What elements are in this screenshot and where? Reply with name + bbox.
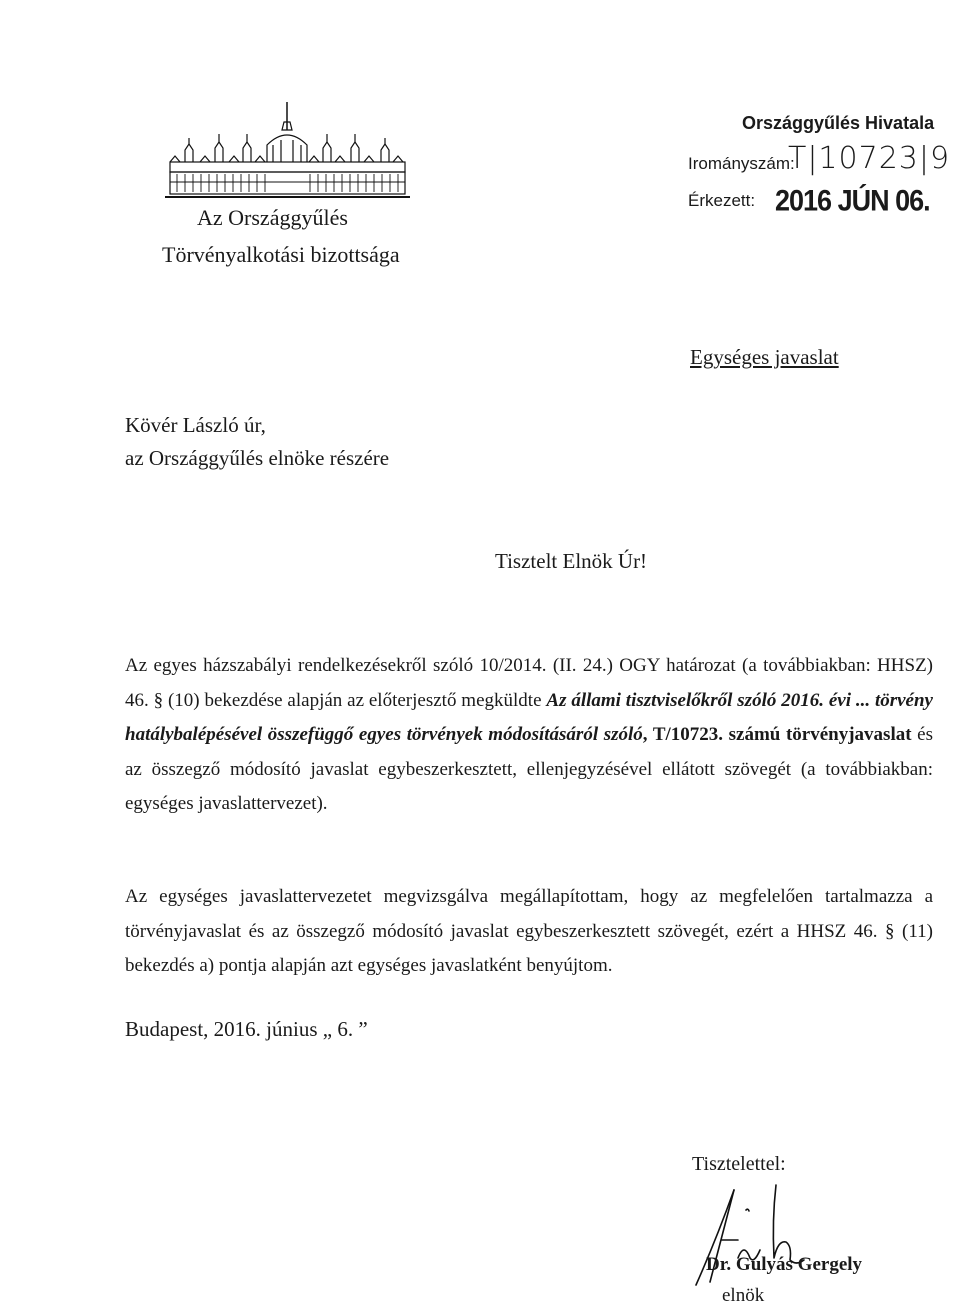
body-paragraph-2: Az egységes javaslattervezetet megvizsgálva megállapítottam, hogy az megfelelően tartalmazza a törvényjavaslat és az összegző módosító javaslat egybeszerkesztett szövegét, ezért a HHSZ 46. § (11) bekezdés a) pontja alapján azt egységes javaslatként benyújtom. <box>125 886 933 977</box>
org-name: Az Országgyűlés <box>197 205 348 230</box>
registration-label: Irományszám: <box>688 154 795 173</box>
place-and-date: Budapest, 2016. június „ 6. ” <box>125 1017 368 1041</box>
bill-number: , T/10723. számú törvényjavaslat <box>642 724 912 746</box>
addressee-title: az Országgyűlés elnöke részére <box>125 446 390 470</box>
arrival-date: 2016 JÚN 06. <box>775 184 930 217</box>
registration-number: T|10723|9 <box>788 141 951 176</box>
body-paragraph-1 <box>125 649 933 822</box>
closing-greeting: Tisztelettel: <box>692 1153 786 1175</box>
salutation: Tisztelt Elnök Úr! <box>495 549 648 573</box>
arrival-label: Érkezett: <box>688 191 756 210</box>
parliament-building-logo <box>165 100 410 200</box>
paragraph-1-rest: és az összegző módosító javaslat egybeszerkesztett, ellenjegyzésével ellátott szövegét (a továbbiakban: egységes javaslattervezet). <box>125 724 934 815</box>
signer-role: elnök <box>722 1285 765 1306</box>
document-title: Egységes javaslat <box>690 345 839 369</box>
office-name: Országgyűlés Hivatala <box>742 113 935 133</box>
committee-name: Törvényalkotási bizottsága <box>162 242 400 267</box>
paragraph-1-intro: Az egyes házszabályi rendelkezésekről szóló 10/2014. (II. 24.) OGY határozat (a továbbiakban: HHSZ) 46. § (10) bekezdése alapján az előterjesztő megküldte <box>125 655 933 711</box>
signer-name: Dr. Gulyás Gergely <box>706 1254 863 1275</box>
addressee-name: Kövér László úr, <box>125 413 266 437</box>
bill-title: Az állami tisztviselőkről szóló 2016. évi ... törvény hatálybalépésével összefüggő egyes törvények módosításáról szóló <box>125 689 933 746</box>
